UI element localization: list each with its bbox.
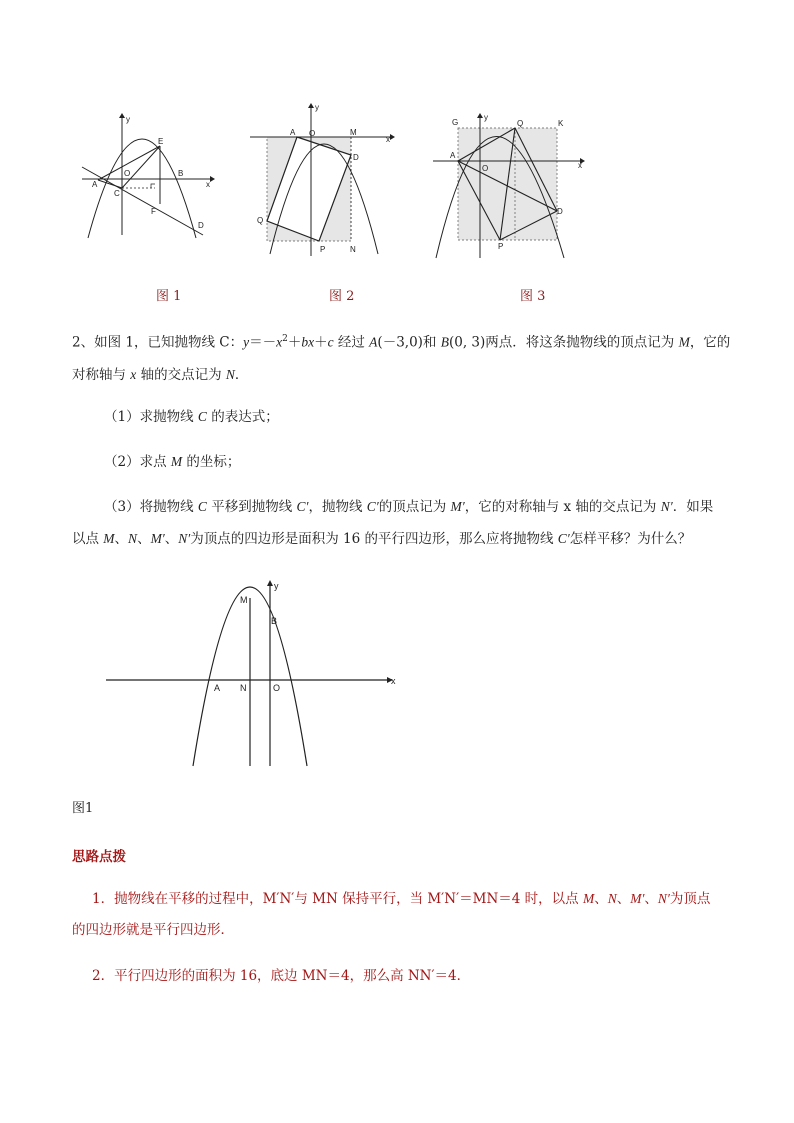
- label-N: N: [350, 245, 356, 254]
- label-O: O: [482, 164, 489, 173]
- problem-statement: [72, 324, 732, 391]
- label-N: N: [240, 683, 247, 693]
- label-y: y: [126, 115, 130, 124]
- label-Q: Q: [517, 119, 524, 128]
- label-B: B: [178, 169, 184, 178]
- parabola: [88, 139, 196, 238]
- label-A: A: [290, 128, 296, 137]
- problem-line-1: 2、如图 1，已知抛物线 C：$y=-x^2+bx+c$ 经过 A(－3,0)和 B(0, 3)两点．将这条抛物线的顶点记为 M，它的: [72, 334, 731, 351]
- label-D: D: [353, 153, 359, 162]
- label-O: O: [273, 683, 281, 693]
- label-O: O: [124, 169, 131, 178]
- problem-line-2: 对称轴与 x 轴的交点记为 N．: [72, 366, 249, 383]
- figure-3: [430, 110, 590, 260]
- hint-title: 思路点拨: [72, 849, 126, 865]
- label-Q: Q: [257, 216, 264, 225]
- figure-3-graph: [430, 110, 590, 260]
- label-P: P: [320, 245, 326, 254]
- label-D: D: [557, 207, 563, 216]
- caption-fig-1: 图 1: [156, 289, 182, 304]
- label-E: E: [158, 137, 164, 146]
- label-x: x: [386, 135, 390, 144]
- question-3: （3）将抛物线 C 平移到抛物线 C′，抛物线 C′的顶点记为 M′，它的对称轴与 x 轴的交点记为 N′．如果 以点 M、N、M′、N′为顶点的四边形是面积为 16 的平行四边形，那么应将抛物线 C′怎样平移？为什么？: [72, 499, 714, 547]
- label-y: y: [315, 103, 319, 112]
- label-y: y: [484, 113, 488, 122]
- question-1: （1）求抛物线 C 的表达式；: [104, 409, 279, 425]
- label-F: F: [151, 207, 156, 216]
- label-O: O: [309, 129, 316, 138]
- label-B: B: [271, 616, 278, 626]
- label-A: A: [92, 180, 98, 189]
- hint-item-2: 2．平行四边形的面积为 16，底边 MN＝4，那么高 NN′＝4．: [92, 968, 471, 984]
- caption-fig-2: 图 2: [329, 289, 355, 304]
- caption-fig-3: 图 3: [520, 289, 546, 304]
- label-x: x: [206, 180, 210, 189]
- figure-2-graph: [240, 100, 400, 260]
- label-y: y: [274, 581, 279, 591]
- label-C: C: [114, 189, 120, 198]
- label-M: M: [350, 128, 357, 137]
- label-K: K: [558, 119, 564, 128]
- label-A: A: [450, 151, 456, 160]
- main-figure: [100, 578, 410, 773]
- caption-main-figure: 图1: [72, 801, 94, 816]
- label-A: A: [214, 683, 221, 693]
- label-D: D: [198, 221, 204, 230]
- label-G: G: [452, 118, 459, 127]
- figure-2: [240, 100, 400, 260]
- figure-1: [80, 110, 215, 245]
- label-P: P: [498, 242, 504, 251]
- label-x: x: [578, 161, 582, 170]
- figure-1-graph: [80, 110, 215, 245]
- label-M: M: [240, 595, 248, 605]
- question-2: （2）求点 M 的坐标；: [104, 454, 241, 470]
- main-figure-graph: [100, 578, 410, 773]
- hint-item-1: 1．抛物线在平移的过程中，M′N′与 MN 保持平行，当 M′N′＝MN＝4 时，以点 M、N、M′、N′为顶点 的四边形就是平行四边形．: [72, 891, 711, 938]
- label-x: x: [391, 676, 396, 686]
